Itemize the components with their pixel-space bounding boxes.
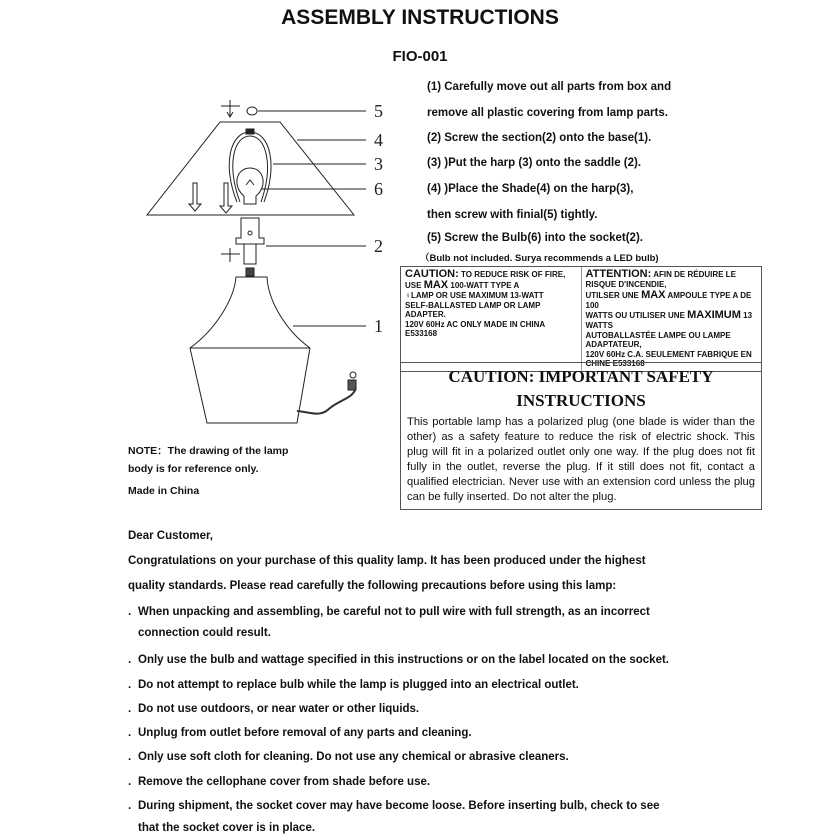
label-text: USE (405, 281, 422, 290)
precaution-item (128, 751, 569, 763)
label-text: AMPOULE TYPE A DE 100 (585, 290, 752, 310)
arrow-down-icon (220, 183, 232, 213)
label-text: AFIN DE RÉDUIRE LE RISQUE D'INCENDIE, (585, 270, 736, 289)
greeting: Dear Customer, (128, 530, 214, 542)
part-number-5: 5 (374, 101, 383, 121)
precaution-text: Only use the bulb and wattage specified in this instructions or on the label located on the socket. (138, 654, 669, 666)
precaution-item (128, 679, 579, 691)
label-text: TO REDUCE RISK OF FIRE, (461, 270, 566, 279)
precaution-text: Do not use outdoors, or near water or other liquids. (138, 703, 420, 715)
step-text: then screw with finial(5) tightly. (427, 209, 598, 221)
label-text: UTILSER UNE (585, 290, 639, 300)
safety-heading: INSTRUCTIONS (516, 391, 646, 410)
precaution-text: During shipment, the socket cover may have become loose. Before inserting bulb, check to see (138, 800, 660, 812)
part-number-3: 3 (374, 154, 383, 174)
step-text: (2) Screw the section(2) onto the base(1). (427, 132, 652, 144)
precaution-text: Only use soft cloth for cleaning. Do not use any chemical or abrasive cleaners. (138, 751, 569, 763)
precaution-item (128, 800, 660, 812)
precaution-continuation: that the socket cover is in place. (138, 822, 316, 834)
precaution-item (128, 654, 669, 666)
intro-text: quality standards. Please read carefully the following precautions before using this lamp: (128, 580, 617, 592)
label-text: 13 WATTS (585, 311, 753, 330)
precaution-continuation: connection could result. (138, 627, 271, 639)
bullet-icon: . (128, 776, 132, 788)
precaution-text: Remove the cellophane cover from shade before use. (138, 776, 431, 788)
finial-icon (221, 100, 240, 117)
intro-text: Congratulations on your purchase of this quality lamp. It has been produced under the highest (128, 555, 646, 567)
drawing-note: NOTE：The drawing of the lamp (128, 445, 289, 457)
bullet-icon: . (128, 606, 132, 618)
finial-part (247, 107, 257, 115)
step-text: (1) Carefully move out all parts from box and (427, 81, 672, 93)
label-text: LAMP OR USE MAXIMUM 13-WATT (411, 291, 544, 300)
model-number: FIO-001 (392, 48, 448, 65)
label-text: MAX (423, 279, 449, 291)
bullet-icon: . (128, 703, 132, 715)
part-number-4: 4 (374, 130, 383, 150)
label-text: 120V 60Hz AC ONLY MADE IN CHINA E533168 (405, 319, 545, 338)
made-in-label: Made in China (128, 485, 200, 497)
step-text: (5) Screw the Bulb(6) into the socket(2). (427, 232, 643, 244)
lamp-base (190, 277, 310, 423)
harp (229, 132, 271, 202)
bullet-icon: . (128, 800, 132, 812)
step-text: (3) )Put the harp (3) onto the saddle (2). (427, 157, 642, 169)
attention-word: ATTENTION: (585, 268, 652, 280)
label-text: AUTOBALLASTÉE LAMPE OU LAMPE ADAPTATEUR, (585, 330, 731, 349)
drawing-note: body is for reference only. (128, 463, 259, 475)
safety-text: This portable lamp has a polarized plug (one blade is wider than the other) as a safety feature to reduce the risk of electric shock. This plug will fit in a polarized outlet only one way. If the plug does not fit fully in the outlet, reverse the plug. If it still does not fit, contact a qualified electrician. Never use with an extension cord unless the plug can be fully inserted. Do not alter the plug. (407, 416, 755, 503)
arrow-down-icon (189, 183, 201, 211)
label-text: MAXIMUM (687, 309, 741, 321)
safety-heading: CAUTION: IMPORTANT SAFETY (448, 367, 714, 386)
label-text: 100-WATT TYPE A (450, 281, 520, 290)
label-text: WATTS OU UTILISER UNE (585, 311, 685, 320)
label-text: SELF-BALLASTED LAMP OR LAMP ADAPTER. (405, 300, 541, 319)
precaution-item (128, 606, 650, 618)
step-text: remove all plastic covering from lamp parts. (427, 107, 668, 119)
power-cord (297, 390, 355, 414)
precaution-text: When unpacking and assembling, be careful not to pull wire with full strength, as an incorrect (138, 606, 650, 618)
caution-word: CAUTION: (405, 268, 459, 280)
part-number-2: 2 (374, 236, 383, 256)
page-title: ASSEMBLY INSTRUCTIONS (281, 6, 559, 29)
precaution-text: Unplug from outlet before removal of any parts and cleaning. (138, 727, 472, 739)
bullet-icon: . (128, 679, 132, 691)
precaution-item (128, 727, 472, 739)
safety-instructions-box (400, 362, 762, 510)
warning-label-french (582, 267, 762, 371)
bullet-icon: . (128, 654, 132, 666)
part-number-6: 6 (374, 179, 383, 199)
precaution-text: Do not attempt to replace bulb while the lamp is plugged into an electrical outlet. (138, 679, 579, 691)
warning-label-english (401, 267, 582, 371)
warning-label (400, 266, 762, 372)
precaution-item (128, 703, 419, 715)
bullet-icon: . (128, 727, 132, 739)
precaution-item (128, 776, 430, 788)
bulb-note: （Bulb not included. Surya recommends a LED bulb) (420, 253, 659, 264)
bulb (237, 168, 263, 204)
label-text: 120V 60Hz C.A. SEULEMENT FABRIQUE EN CHINE E533168 (585, 349, 752, 368)
part-number-1: 1 (374, 316, 383, 336)
step-text: (4) )Place the Shade(4) on the harp(3), (427, 183, 634, 195)
bullet-icon: . (128, 751, 132, 763)
bulb-icon: ♀ (405, 291, 411, 300)
label-text: MAX (641, 288, 666, 301)
